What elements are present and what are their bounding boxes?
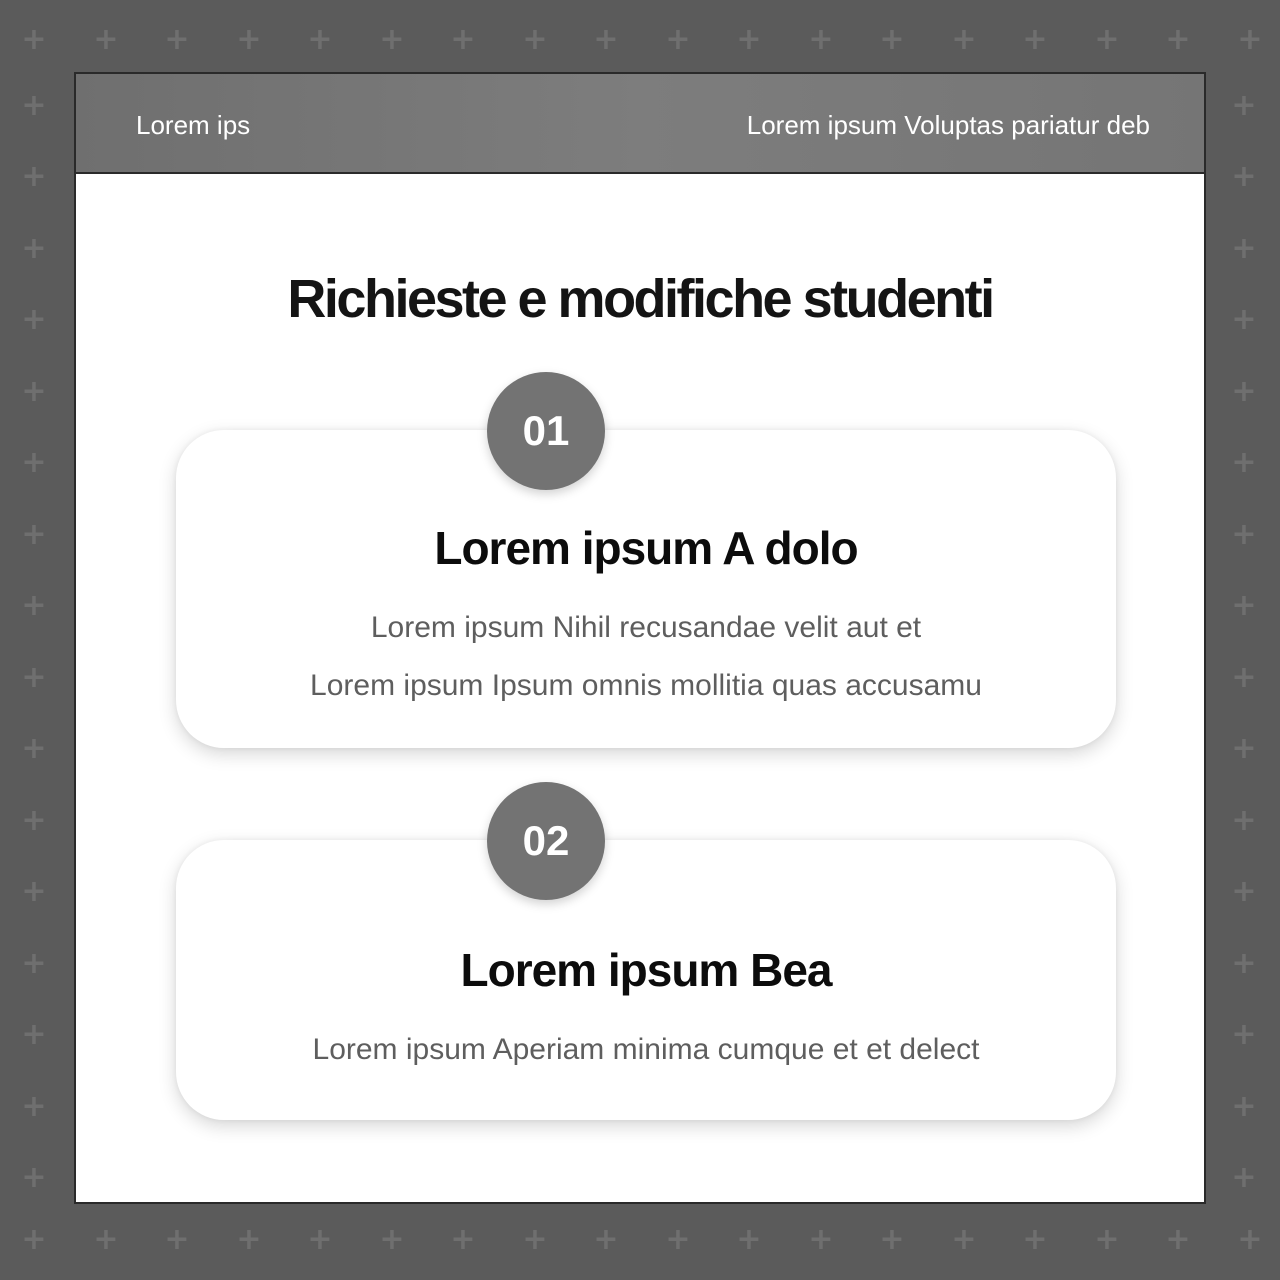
plus-pattern-icon: + (1237, 1222, 1263, 1257)
plus-pattern-icon: + (236, 22, 262, 57)
plus-pattern-icon: + (1165, 22, 1191, 57)
plus-pattern-icon: + (21, 731, 47, 766)
plus-pattern-icon: + (522, 1222, 548, 1257)
step-card-title: Lorem ipsum A dolo (434, 522, 858, 574)
plus-pattern-icon: + (21, 374, 47, 409)
plus-pattern-icon: + (164, 1222, 190, 1257)
step-card-1 (176, 430, 1116, 748)
plus-pattern-icon: + (1231, 302, 1257, 337)
plus-pattern-icon: + (1231, 159, 1257, 194)
plus-pattern-icon: + (21, 874, 47, 909)
plus-pattern-icon: + (879, 1222, 905, 1257)
plus-pattern-icon: + (1231, 588, 1257, 623)
plus-pattern-icon: + (736, 1222, 762, 1257)
plus-pattern-icon: + (1231, 1017, 1257, 1052)
step-card-2 (176, 840, 1116, 1120)
plus-pattern-icon: + (808, 22, 834, 57)
plus-pattern-icon: + (1231, 1089, 1257, 1124)
plus-pattern-icon: + (1022, 1222, 1048, 1257)
plus-pattern-icon: + (1231, 374, 1257, 409)
plus-pattern-icon: + (879, 22, 905, 57)
plus-pattern-icon: + (522, 22, 548, 57)
plus-pattern-icon: + (1237, 22, 1263, 57)
step-number-badge-1: 01 (487, 372, 605, 490)
plus-pattern-icon: + (665, 22, 691, 57)
plus-pattern-icon: + (951, 22, 977, 57)
top-bar-left-label: Lorem ips (136, 110, 251, 140)
plus-pattern-icon: + (379, 1222, 405, 1257)
plus-pattern-icon: + (164, 22, 190, 57)
plus-pattern-icon: + (307, 1222, 333, 1257)
plus-pattern-icon: + (450, 22, 476, 57)
plus-pattern-icon: + (1094, 1222, 1120, 1257)
plus-pattern-icon: + (1231, 874, 1257, 909)
content-frame (74, 72, 1206, 1204)
plus-pattern-icon: + (21, 88, 47, 123)
plus-pattern-icon: + (21, 445, 47, 480)
plus-pattern-icon: + (736, 22, 762, 57)
plus-pattern-icon: + (1022, 22, 1048, 57)
plus-pattern-icon: + (665, 1222, 691, 1257)
plus-pattern-icon: + (379, 22, 405, 57)
plus-pattern-icon: + (21, 946, 47, 981)
plus-pattern-icon: + (21, 517, 47, 552)
plus-pattern-icon: + (21, 1089, 47, 1124)
plus-pattern-icon: + (593, 22, 619, 57)
plus-pattern-icon: + (21, 159, 47, 194)
plus-pattern-icon: + (21, 588, 47, 623)
plus-pattern-icon: + (1231, 517, 1257, 552)
plus-pattern-icon: + (21, 231, 47, 266)
plus-pattern-icon: + (1231, 803, 1257, 838)
plus-pattern-icon: + (1231, 731, 1257, 766)
plus-pattern-icon: + (1231, 946, 1257, 981)
step-card-title: Lorem ipsum Bea (460, 944, 832, 996)
plus-pattern-icon: + (1165, 1222, 1191, 1257)
plus-pattern-icon: + (21, 660, 47, 695)
plus-pattern-icon: + (450, 1222, 476, 1257)
step-card-text-line: Lorem ipsum Nihil recusandae velit aut et (370, 611, 922, 644)
plus-pattern-icon: + (236, 1222, 262, 1257)
plus-pattern-icon: + (21, 803, 47, 838)
plus-pattern-icon: + (1231, 1160, 1257, 1195)
plus-pattern-icon: + (1231, 88, 1257, 123)
plus-pattern-icon: + (1231, 445, 1257, 480)
plus-pattern-icon: + (1231, 231, 1257, 266)
plus-pattern-icon: + (1231, 660, 1257, 695)
top-bar (76, 74, 1204, 174)
plus-pattern-icon: + (951, 1222, 977, 1257)
plus-pattern-icon: + (93, 22, 119, 57)
plus-pattern-icon: + (808, 1222, 834, 1257)
plus-pattern-icon: + (1094, 22, 1120, 57)
plus-pattern-icon: + (307, 22, 333, 57)
plus-pattern-icon: + (21, 1160, 47, 1195)
plus-pattern-icon: + (21, 302, 47, 337)
top-bar-right-label: Lorem ipsum Voluptas pariatur deb (746, 110, 1150, 140)
plus-pattern-icon: + (21, 1017, 47, 1052)
step-card-text-line: Lorem ipsum Aperiam minima cumque et et delect (312, 1033, 980, 1066)
step-card-text-line: Lorem ipsum Ipsum omnis mollitia quas accusamu (310, 669, 982, 702)
plus-pattern-icon: + (93, 1222, 119, 1257)
plus-pattern-icon: + (21, 22, 47, 57)
page-title: Richieste e modifiche studenti (287, 269, 993, 329)
plus-pattern-icon: + (593, 1222, 619, 1257)
plus-pattern-icon: + (21, 1222, 47, 1257)
step-number-badge-2: 02 (487, 782, 605, 900)
